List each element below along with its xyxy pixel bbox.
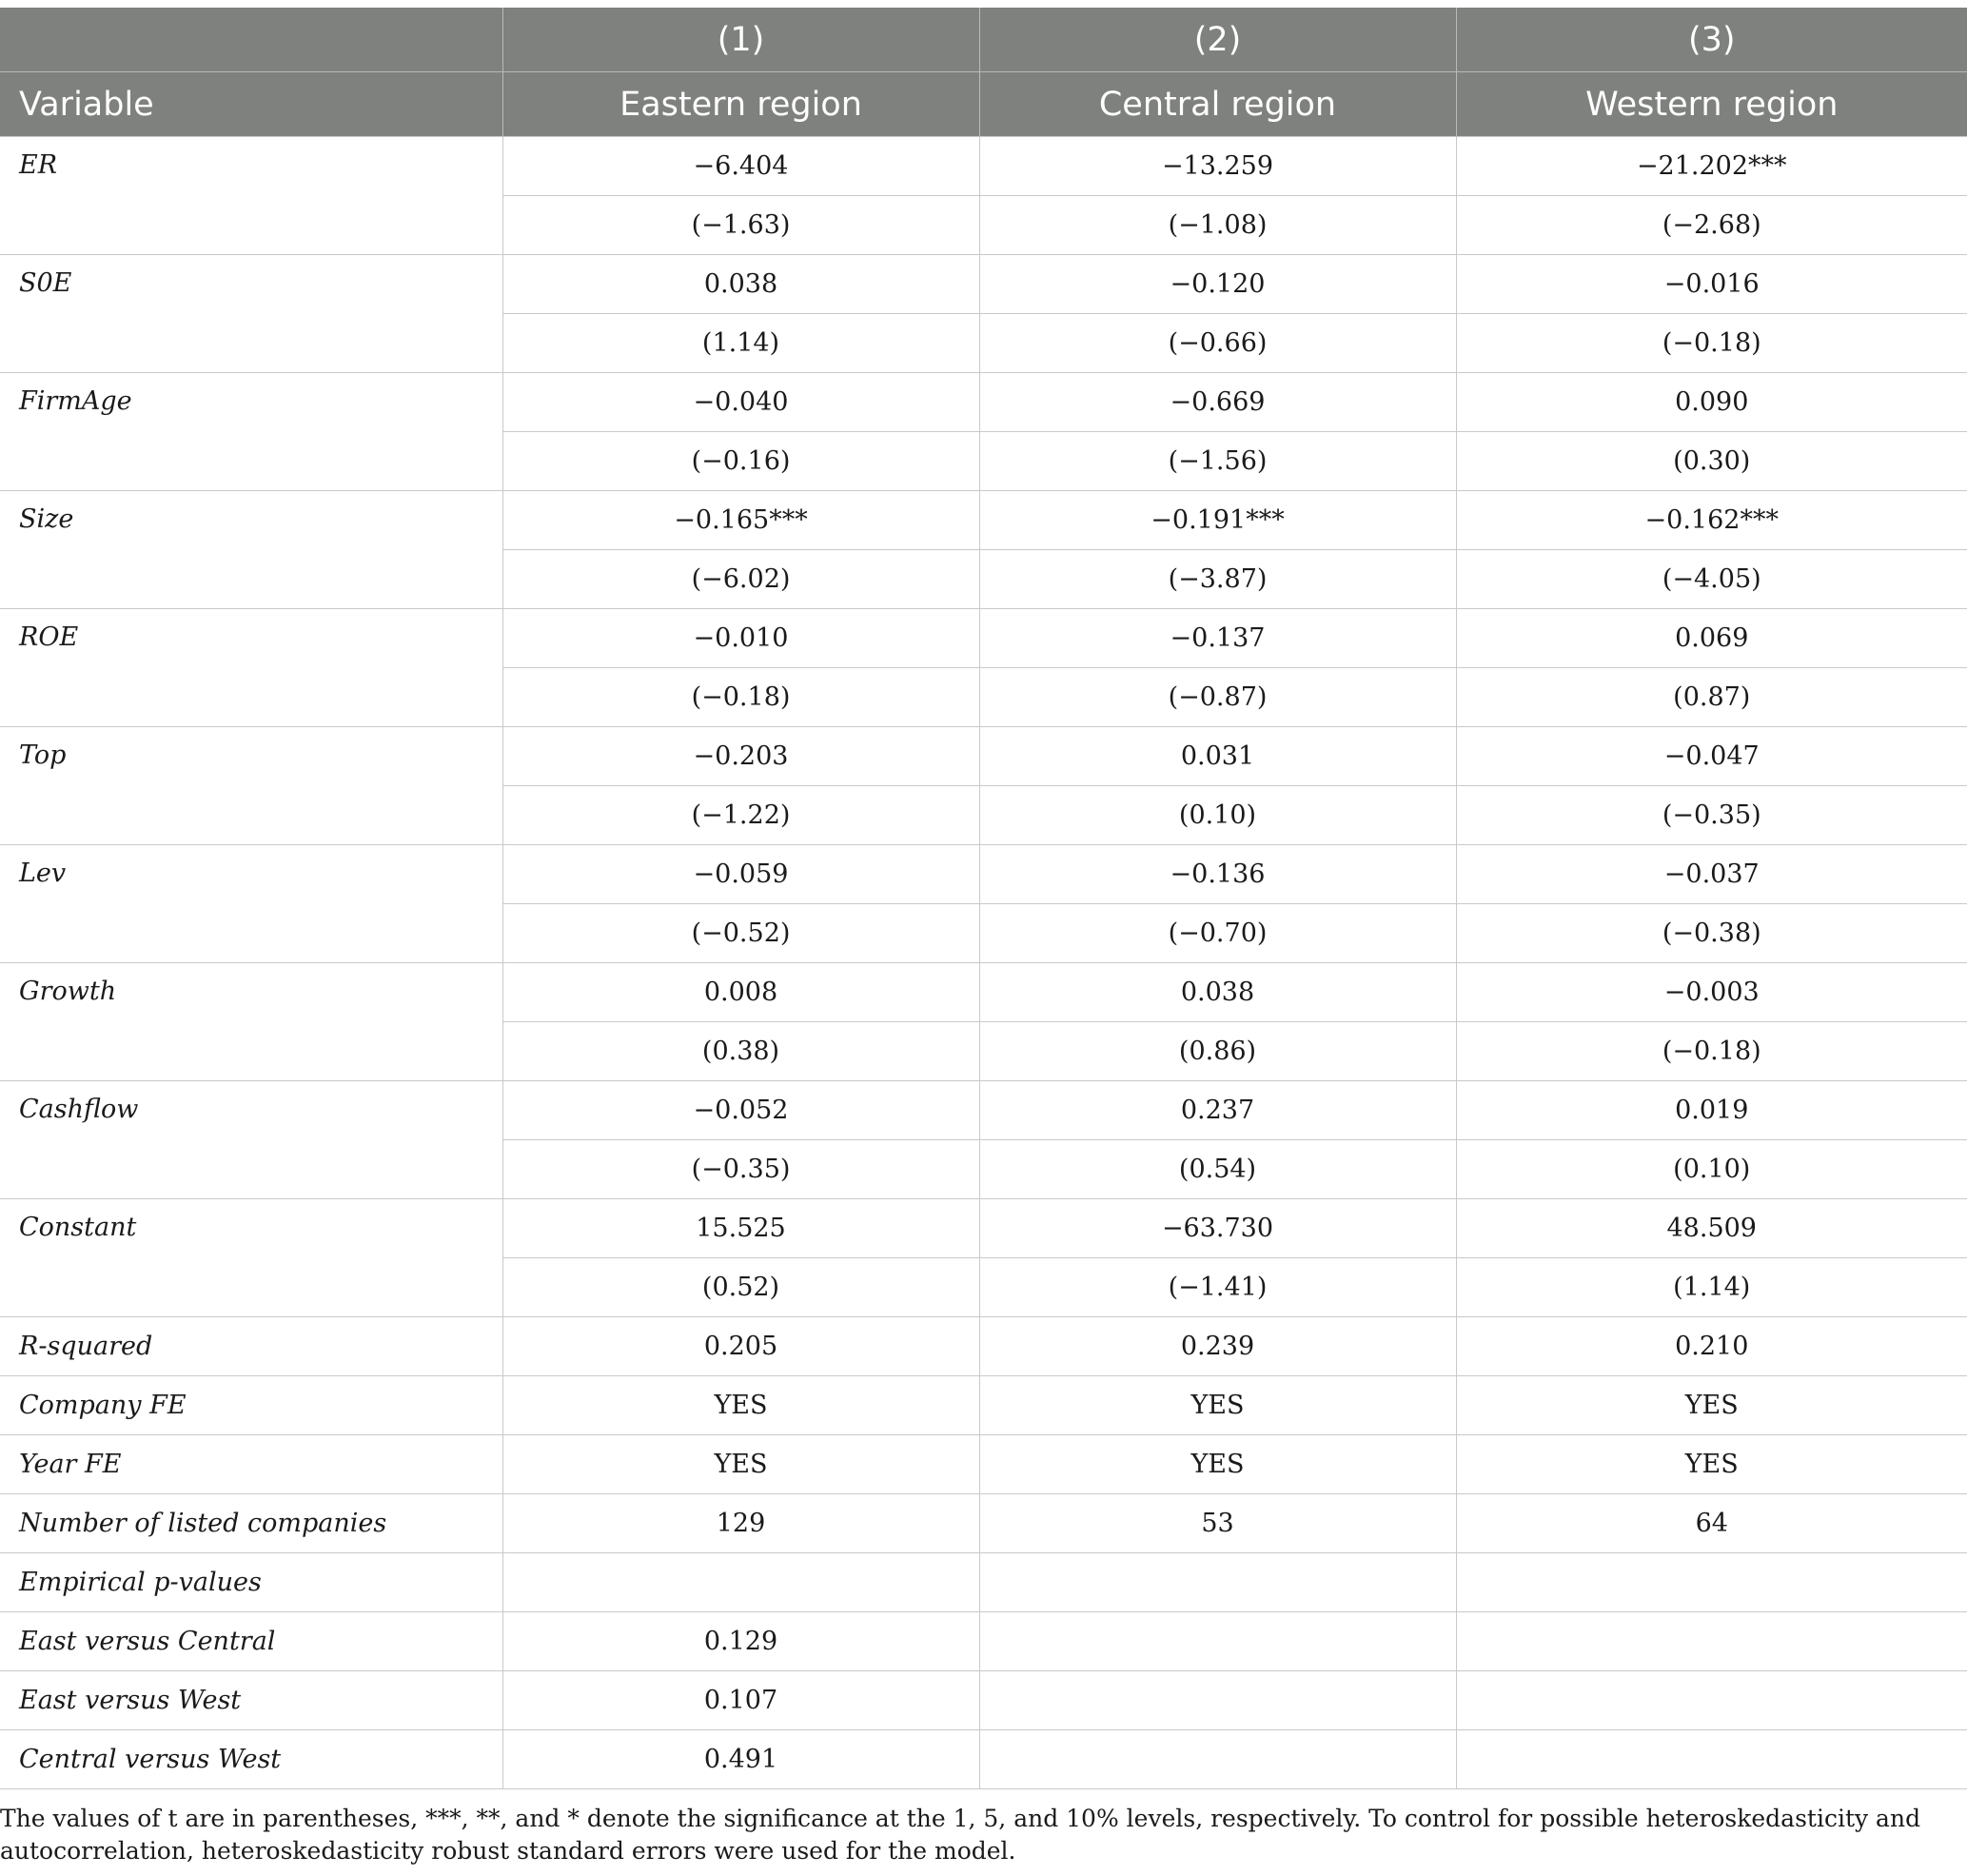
t-value-cell: (0.54) bbox=[979, 1140, 1456, 1199]
variable-name: ROE bbox=[0, 609, 502, 727]
coefficient-cell: 0.019 bbox=[1456, 1081, 1967, 1140]
summary-value-cell: YES bbox=[502, 1435, 979, 1494]
variable-name: Constant bbox=[0, 1199, 502, 1317]
variable-name: Cashflow bbox=[0, 1081, 502, 1199]
coefficient-row bbox=[0, 1081, 1967, 1140]
coefficient-cell: 48.509 bbox=[1456, 1199, 1967, 1258]
coefficient-row bbox=[0, 609, 1967, 668]
summary-value-cell: 0.129 bbox=[502, 1612, 979, 1671]
coefficient-cell: 15.525 bbox=[502, 1199, 979, 1258]
coefficient-cell: −0.016 bbox=[1456, 255, 1967, 314]
coefficient-cell: −0.010 bbox=[502, 609, 979, 668]
coefficient-cell: −0.669 bbox=[979, 373, 1456, 432]
summary-value-cell: YES bbox=[979, 1435, 1456, 1494]
row-label: East versus Central bbox=[0, 1612, 502, 1671]
t-value-cell: (−0.52) bbox=[502, 904, 979, 963]
t-value-cell: (−1.22) bbox=[502, 786, 979, 845]
coefficient-row bbox=[0, 727, 1967, 786]
t-value-cell: (−1.08) bbox=[979, 196, 1456, 255]
summary-value-cell bbox=[502, 1553, 979, 1612]
column-number-2: (2) bbox=[979, 8, 1456, 72]
t-value-cell: (−0.35) bbox=[502, 1140, 979, 1199]
column-number-3: (3) bbox=[1456, 8, 1967, 72]
summary-row bbox=[0, 1612, 1967, 1671]
coefficient-cell: −13.259 bbox=[979, 137, 1456, 196]
t-value-cell: (1.14) bbox=[1456, 1258, 1967, 1317]
coefficient-cell: −0.136 bbox=[979, 845, 1456, 904]
coefficient-cell: −6.404 bbox=[502, 137, 979, 196]
t-value-cell: (−0.66) bbox=[979, 314, 1456, 373]
coefficient-cell: −0.052 bbox=[502, 1081, 979, 1140]
coefficient-cell: 0.008 bbox=[502, 963, 979, 1022]
summary-value-cell bbox=[1456, 1612, 1967, 1671]
header-empty-cell bbox=[0, 8, 502, 72]
coefficient-cell: −0.059 bbox=[502, 845, 979, 904]
t-value-cell: (−0.18) bbox=[502, 668, 979, 727]
coefficient-row bbox=[0, 1199, 1967, 1258]
row-label: Empirical p-values bbox=[0, 1553, 502, 1612]
t-value-cell: (−1.56) bbox=[979, 432, 1456, 491]
t-value-cell: (−2.68) bbox=[1456, 196, 1967, 255]
table-header bbox=[0, 8, 1967, 137]
t-value-cell: (−0.35) bbox=[1456, 786, 1967, 845]
row-label: Year FE bbox=[0, 1435, 502, 1494]
coefficient-cell: −0.165*** bbox=[502, 491, 979, 550]
summary-value-cell: 0.210 bbox=[1456, 1317, 1967, 1376]
t-value-cell: (−1.63) bbox=[502, 196, 979, 255]
coefficient-cell: −0.037 bbox=[1456, 845, 1967, 904]
table-container bbox=[0, 8, 1967, 1867]
row-label: East versus West bbox=[0, 1671, 502, 1730]
summary-row bbox=[0, 1317, 1967, 1376]
coefficient-cell: 0.038 bbox=[979, 963, 1456, 1022]
t-value-cell: (−3.87) bbox=[979, 550, 1456, 609]
summary-value-cell: YES bbox=[1456, 1435, 1967, 1494]
variable-name: Lev bbox=[0, 845, 502, 963]
variable-name: Size bbox=[0, 491, 502, 609]
regression-table bbox=[0, 8, 1967, 1789]
summary-value-cell bbox=[1456, 1553, 1967, 1612]
t-value-cell: (0.30) bbox=[1456, 432, 1967, 491]
summary-value-cell bbox=[1456, 1671, 1967, 1730]
summary-row bbox=[0, 1730, 1967, 1789]
summary-row bbox=[0, 1671, 1967, 1730]
variable-name: ER bbox=[0, 137, 502, 255]
summary-value-cell bbox=[979, 1671, 1456, 1730]
summary-row bbox=[0, 1376, 1967, 1435]
variable-name: Top bbox=[0, 727, 502, 845]
summary-value-cell: 129 bbox=[502, 1494, 979, 1553]
summary-row bbox=[0, 1553, 1967, 1612]
t-value-cell: (0.52) bbox=[502, 1258, 979, 1317]
row-label: Central versus West bbox=[0, 1730, 502, 1789]
summary-value-cell: 53 bbox=[979, 1494, 1456, 1553]
summary-value-cell: YES bbox=[1456, 1376, 1967, 1435]
coefficient-cell: −21.202*** bbox=[1456, 137, 1967, 196]
variable-name: Growth bbox=[0, 963, 502, 1081]
row-label: R-squared bbox=[0, 1317, 502, 1376]
row-label: Company FE bbox=[0, 1376, 502, 1435]
variable-name: FirmAge bbox=[0, 373, 502, 491]
summary-value-cell: 0.491 bbox=[502, 1730, 979, 1789]
coefficient-cell: −0.003 bbox=[1456, 963, 1967, 1022]
variable-name: S0E bbox=[0, 255, 502, 373]
column-name-central: Central region bbox=[979, 72, 1456, 137]
table-body bbox=[0, 137, 1967, 1789]
summary-value-cell: YES bbox=[502, 1376, 979, 1435]
coefficient-row bbox=[0, 963, 1967, 1022]
t-value-cell: (0.10) bbox=[1456, 1140, 1967, 1199]
coefficient-cell: −0.191*** bbox=[979, 491, 1456, 550]
coefficient-cell: −63.730 bbox=[979, 1199, 1456, 1258]
summary-value-cell bbox=[1456, 1730, 1967, 1789]
t-value-cell: (0.38) bbox=[502, 1022, 979, 1081]
summary-value-cell bbox=[979, 1730, 1456, 1789]
table-footnote: The values of t are in parentheses, ***, **, and * denote the significance at the 1, 5, and 10% levels, respectively. To control for possible heteroskedasticity and autocorrelation, heteroskedasticity robust standard errors were used for the model. bbox=[0, 1805, 1921, 1865]
coefficient-cell: −0.120 bbox=[979, 255, 1456, 314]
summary-value-cell bbox=[979, 1612, 1456, 1671]
t-value-cell: (0.10) bbox=[979, 786, 1456, 845]
t-value-cell: (1.14) bbox=[502, 314, 979, 373]
coefficient-cell: −0.040 bbox=[502, 373, 979, 432]
variable-header: Variable bbox=[0, 72, 502, 137]
t-value-cell: (−6.02) bbox=[502, 550, 979, 609]
coefficient-cell: −0.137 bbox=[979, 609, 1456, 668]
coefficient-row bbox=[0, 845, 1967, 904]
coefficient-cell: 0.031 bbox=[979, 727, 1456, 786]
t-value-cell: (0.86) bbox=[979, 1022, 1456, 1081]
t-value-cell: (−0.16) bbox=[502, 432, 979, 491]
summary-value-cell bbox=[979, 1553, 1456, 1612]
coefficient-cell: −0.047 bbox=[1456, 727, 1967, 786]
coefficient-cell: 0.090 bbox=[1456, 373, 1967, 432]
coefficient-cell: −0.162*** bbox=[1456, 491, 1967, 550]
summary-value-cell: YES bbox=[979, 1376, 1456, 1435]
summary-value-cell: 0.239 bbox=[979, 1317, 1456, 1376]
coefficient-cell: −0.203 bbox=[502, 727, 979, 786]
t-value-cell: (−0.70) bbox=[979, 904, 1456, 963]
coefficient-cell: 0.069 bbox=[1456, 609, 1967, 668]
column-name-eastern: Eastern region bbox=[502, 72, 979, 137]
coefficient-cell: 0.237 bbox=[979, 1081, 1456, 1140]
coefficient-cell: 0.038 bbox=[502, 255, 979, 314]
column-number-1: (1) bbox=[502, 8, 979, 72]
t-value-cell: (−0.18) bbox=[1456, 314, 1967, 373]
column-name-western: Western region bbox=[1456, 72, 1967, 137]
coefficient-row bbox=[0, 373, 1967, 432]
t-value-cell: (−0.18) bbox=[1456, 1022, 1967, 1081]
coefficient-row bbox=[0, 255, 1967, 314]
summary-value-cell: 0.107 bbox=[502, 1671, 979, 1730]
t-value-cell: (−0.38) bbox=[1456, 904, 1967, 963]
t-value-cell: (0.87) bbox=[1456, 668, 1967, 727]
t-value-cell: (−4.05) bbox=[1456, 550, 1967, 609]
summary-value-cell: 0.205 bbox=[502, 1317, 979, 1376]
summary-row bbox=[0, 1435, 1967, 1494]
t-value-cell: (−1.41) bbox=[979, 1258, 1456, 1317]
coefficient-row bbox=[0, 137, 1967, 196]
summary-row bbox=[0, 1494, 1967, 1553]
t-value-cell: (−0.87) bbox=[979, 668, 1456, 727]
summary-value-cell: 64 bbox=[1456, 1494, 1967, 1553]
coefficient-row bbox=[0, 491, 1967, 550]
row-label: Number of listed companies bbox=[0, 1494, 502, 1553]
